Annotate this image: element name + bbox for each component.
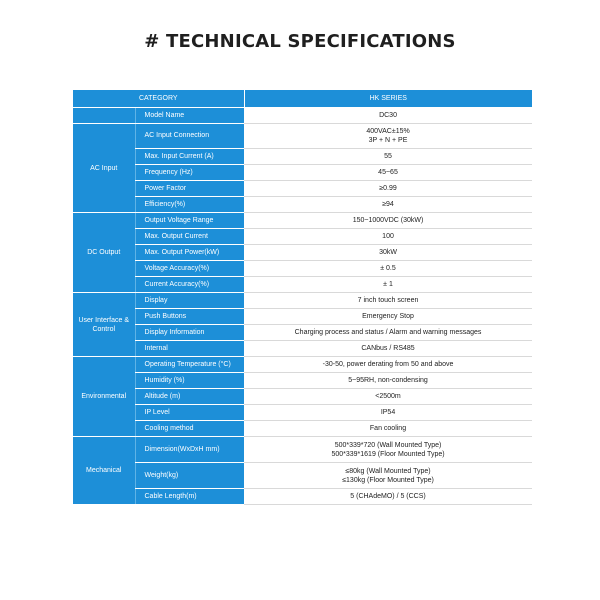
spec-value (244, 149, 532, 165)
page-title: # TECHNICAL SPECIFICATIONS (144, 31, 456, 52)
category-cell-environmental: Environmental (73, 357, 135, 437)
table-row (73, 197, 532, 213)
spec-label: Internal (135, 341, 244, 357)
table-row (73, 463, 532, 489)
spec-label: Cable Length(m) (135, 489, 244, 505)
spec-label: Altitude (m) (135, 389, 244, 405)
table-header-row (73, 90, 532, 108)
spec-value-line: ≤130kg (Floor Mounted Type) (342, 476, 434, 484)
table-row (73, 108, 532, 124)
spec-value (244, 277, 532, 293)
spec-value-line: 400VAC±15% (366, 128, 410, 135)
spec-value (244, 245, 532, 261)
spec-label: Max. Input Current (A) (135, 149, 244, 165)
spec-label: Weight(kg) (135, 463, 244, 489)
spec-label: Frequency (Hz) (135, 165, 244, 181)
spec-value-line: DC30 (379, 112, 397, 119)
table-row (73, 373, 532, 389)
spec-label: Model Name (135, 108, 244, 124)
spec-label: Power Factor (135, 181, 244, 197)
spec-value-line: CANbus / RS485 (361, 345, 415, 352)
header-series: HK SERIES (244, 90, 532, 108)
spec-value (244, 437, 532, 463)
spec-value-line: 45~65 (378, 169, 398, 176)
spec-value (244, 124, 532, 149)
table-row (73, 181, 532, 197)
table-row (73, 293, 532, 309)
spec-label: Humidity (%) (135, 373, 244, 389)
spec-label: Display Information (135, 325, 244, 341)
spec-value-line: Emergency Stop (362, 313, 414, 320)
spec-label: Efficiency(%) (135, 197, 244, 213)
table-row (73, 213, 532, 229)
spec-value-line: Fan cooling (369, 425, 407, 432)
spec-value (244, 293, 532, 309)
spec-value-line: ≥0.99 (379, 185, 397, 192)
table-row (73, 405, 532, 421)
spec-value-line: 7 inch touch screen (357, 297, 419, 304)
spec-value (244, 181, 532, 197)
spec-value-line: IP54 (380, 409, 396, 416)
spec-value (244, 229, 532, 245)
spec-value-line: ≤80kg (Wall Mounted Type) (345, 467, 431, 475)
spec-label: Voltage Accuracy(%) (135, 261, 244, 277)
table-row (73, 437, 532, 463)
spec-label: Cooling method (135, 421, 244, 437)
table-row (73, 245, 532, 261)
table-row (73, 149, 532, 165)
table-row (73, 341, 532, 357)
table-row (73, 124, 532, 149)
spec-value-line: 500*339*720 (Wall Mounted Type) (334, 441, 442, 449)
table-row (73, 165, 532, 181)
spec-label: Max. Output Power(kW) (135, 245, 244, 261)
spec-value (244, 357, 532, 373)
table-row (73, 261, 532, 277)
category-cell-user-interface: User Interface & Control (73, 293, 135, 357)
spec-table (73, 90, 532, 505)
table-row (73, 357, 532, 373)
spec-value (244, 108, 532, 124)
spec-value-line: 55 (384, 153, 392, 160)
spec-value (244, 389, 532, 405)
spec-value-line: 500*339*1619 (Floor Mounted Type) (331, 450, 445, 458)
spec-label: IP Level (135, 405, 244, 421)
table-row (73, 229, 532, 245)
spec-value (244, 325, 532, 341)
spec-label: Push Buttons (135, 309, 244, 325)
spec-value (244, 261, 532, 277)
table-row (73, 421, 532, 437)
spec-label: Display (135, 293, 244, 309)
spec-value-line: Charging process and status / Alarm and warning messages (294, 329, 482, 336)
spec-value (244, 165, 532, 181)
table-row (73, 389, 532, 405)
spec-value-line: ≥94 (382, 201, 394, 208)
spec-value-line: ± 1 (383, 281, 393, 288)
spec-value-line: ± 0.5 (380, 265, 396, 272)
table-row (73, 309, 532, 325)
spec-value-line: 5 (CHAdeMO) / 5 (CCS) (350, 493, 426, 500)
spec-value (244, 197, 532, 213)
spec-value-line: -30-50, power derating from 50 and above (322, 361, 454, 368)
spec-value-line: <2500m (375, 393, 401, 400)
spec-value (244, 213, 532, 229)
category-cell-mechanical: Mechanical (73, 437, 135, 505)
spec-label: Max. Output Current (135, 229, 244, 245)
spec-value (244, 373, 532, 389)
spec-value-line: 3P + N + PE (368, 137, 408, 144)
spec-value (244, 489, 532, 505)
spec-value-line: 5~95RH, non-condensing (348, 377, 428, 384)
spec-value (244, 421, 532, 437)
spec-value (244, 309, 532, 325)
spec-value (244, 341, 532, 357)
header-category: CATEGORY (73, 90, 244, 108)
table-row (73, 489, 532, 505)
spec-value (244, 405, 532, 421)
spec-value-line: 30kW (379, 249, 397, 256)
table-row (73, 277, 532, 293)
category-cell-general (73, 108, 135, 124)
spec-value-line: 150~1000VDC (30kW) (352, 217, 424, 224)
spec-label: Current Accuracy(%) (135, 277, 244, 293)
spec-label: Dimension(WxDxH mm) (135, 437, 244, 463)
category-cell-ac-input: AC Input (73, 124, 135, 213)
spec-label: AC Input Connection (135, 124, 244, 149)
table-row (73, 325, 532, 341)
spec-value-line: 100 (382, 233, 394, 240)
spec-label: Operating Temperature (°C) (135, 357, 244, 373)
spec-label: Output Voltage Range (135, 213, 244, 229)
category-cell-dc-output: DC Output (73, 213, 135, 293)
spec-value (244, 463, 532, 489)
